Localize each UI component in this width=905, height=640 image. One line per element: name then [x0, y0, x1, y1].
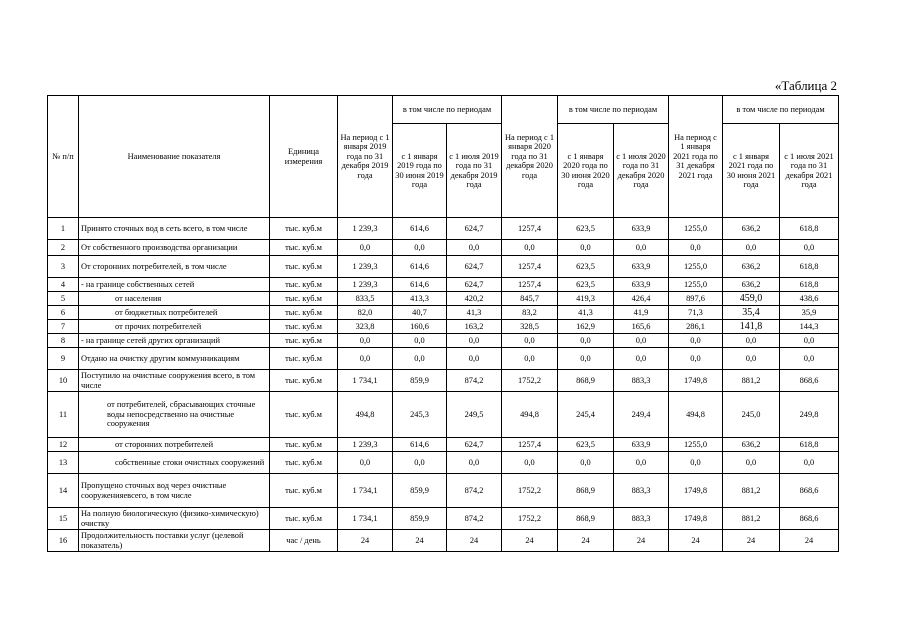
- header-2021-h1: с 1 января 2021 года по 30 июня 2021 года: [723, 124, 780, 218]
- row-value: 0,0: [393, 334, 447, 348]
- row-value: 494,8: [502, 392, 558, 438]
- row-value: 633,9: [614, 256, 669, 278]
- table-row: [48, 530, 839, 552]
- row-value: 1255,0: [669, 218, 723, 240]
- row-value: 633,9: [614, 218, 669, 240]
- row-value: 0,0: [558, 452, 614, 474]
- row-value: 165,6: [614, 320, 669, 334]
- header-2019-h1: с 1 января 2019 года по 30 июня 2019 года: [393, 124, 447, 218]
- row-value: 24: [502, 530, 558, 552]
- row-value: 859,9: [393, 508, 447, 530]
- row-value: 874,2: [447, 508, 502, 530]
- row-value: 328,5: [502, 320, 558, 334]
- table-row: [48, 438, 839, 452]
- row-value: 1752,2: [502, 508, 558, 530]
- row-name: От сторонних потребителей, в том числе: [79, 256, 270, 278]
- row-value: 1257,4: [502, 218, 558, 240]
- row-unit: тыс. куб.м: [270, 256, 338, 278]
- row-value: 0,0: [558, 334, 614, 348]
- row-value: 0,0: [669, 334, 723, 348]
- row-value: 0,0: [669, 452, 723, 474]
- row-value: 35,9: [780, 306, 839, 320]
- header-unit: Единица измерения: [270, 96, 338, 218]
- row-value: 868,9: [558, 508, 614, 530]
- header-2020-total: На период с 1 января 2020 года по 31 декабря 2020 года: [502, 96, 558, 218]
- row-value: 868,9: [558, 370, 614, 392]
- row-value: 82,0: [338, 306, 393, 320]
- row-value: 614,6: [393, 218, 447, 240]
- row-unit: тыс. куб.м: [270, 474, 338, 508]
- row-value: 0,0: [614, 452, 669, 474]
- row-name: Пропущено сточных вод через очистные сооруженияевсего, в том числе: [79, 474, 270, 508]
- row-number: 14: [48, 474, 79, 508]
- row-value: 0,0: [780, 452, 839, 474]
- row-value: 833,5: [338, 292, 393, 306]
- row-value: 413,3: [393, 292, 447, 306]
- row-value: 0,0: [780, 348, 839, 370]
- row-value: 1 239,3: [338, 256, 393, 278]
- row-value: 1257,4: [502, 438, 558, 452]
- row-number: 5: [48, 292, 79, 306]
- row-value: 618,8: [780, 278, 839, 292]
- row-value: 614,6: [393, 256, 447, 278]
- row-name: от прочих потребителей: [79, 320, 270, 334]
- row-value: 623,5: [558, 256, 614, 278]
- row-number: 10: [48, 370, 79, 392]
- row-value: 24: [447, 530, 502, 552]
- header-2020-h1: с 1 января 2020 года по 30 июня 2020 года: [558, 124, 614, 218]
- row-number: 15: [48, 508, 79, 530]
- table-row: [48, 452, 839, 474]
- table-row: [48, 256, 839, 278]
- row-value: 614,6: [393, 438, 447, 452]
- table-row: [48, 392, 839, 438]
- table-row: [48, 334, 839, 348]
- row-value: 874,2: [447, 474, 502, 508]
- table-row: [48, 218, 839, 240]
- row-value: 24: [723, 530, 780, 552]
- table-body: [48, 218, 839, 552]
- row-number: 9: [48, 348, 79, 370]
- header-2021-h2: с 1 июля 2021 года по 31 декабря 2021 года: [780, 124, 839, 218]
- row-value: 624,7: [447, 438, 502, 452]
- row-value: 618,8: [780, 256, 839, 278]
- row-value: 618,8: [780, 438, 839, 452]
- row-unit: тыс. куб.м: [270, 348, 338, 370]
- row-value: 245,3: [393, 392, 447, 438]
- table-row: [48, 278, 839, 292]
- row-number: 3: [48, 256, 79, 278]
- row-unit: тыс. куб.м: [270, 452, 338, 474]
- row-value: 0,0: [614, 334, 669, 348]
- row-value: 859,9: [393, 370, 447, 392]
- row-name: От собственного производства организации: [79, 240, 270, 256]
- table-row: [48, 240, 839, 256]
- header-2021-periods: в том числе по периодам: [723, 96, 839, 124]
- header-2019-h2: с 1 июля 2019 года по 31 декабря 2019 года: [447, 124, 502, 218]
- row-unit: тыс. куб.м: [270, 278, 338, 292]
- row-value: 494,8: [338, 392, 393, 438]
- row-value: 623,5: [558, 278, 614, 292]
- row-unit: тыс. куб.м: [270, 370, 338, 392]
- row-value: 0,0: [558, 240, 614, 256]
- row-value: 0,0: [502, 348, 558, 370]
- row-value: 881,2: [723, 508, 780, 530]
- row-name: На полную биологическую (физико-химическую) очистку: [79, 508, 270, 530]
- row-value: 245,4: [558, 392, 614, 438]
- row-unit: тыс. куб.м: [270, 292, 338, 306]
- row-value: 0,0: [502, 240, 558, 256]
- row-value: 1257,4: [502, 278, 558, 292]
- table-row: [48, 320, 839, 334]
- row-value: 868,9: [558, 474, 614, 508]
- row-value: 494,8: [669, 392, 723, 438]
- row-value: 0,0: [558, 348, 614, 370]
- row-name: от потребителей, сбрасывающих сточные воды непосредственно на очистные сооружения: [79, 392, 270, 438]
- row-number: 11: [48, 392, 79, 438]
- row-value: 24: [338, 530, 393, 552]
- row-value: 868,6: [780, 370, 839, 392]
- header-name: Наименование показателя: [79, 96, 270, 218]
- row-unit: тыс. куб.м: [270, 218, 338, 240]
- row-value: 636,2: [723, 218, 780, 240]
- row-number: 16: [48, 530, 79, 552]
- row-value: 881,2: [723, 474, 780, 508]
- row-value: 0,0: [447, 240, 502, 256]
- row-value: 0,0: [669, 348, 723, 370]
- row-value: 160,6: [393, 320, 447, 334]
- row-value: 40,7: [393, 306, 447, 320]
- row-unit: тыс. куб.м: [270, 334, 338, 348]
- row-value: 249,8: [780, 392, 839, 438]
- row-value: 1749,8: [669, 508, 723, 530]
- row-value: 623,5: [558, 438, 614, 452]
- row-value: 24: [614, 530, 669, 552]
- row-number: 4: [48, 278, 79, 292]
- table-row: [48, 508, 839, 530]
- row-value: 1752,2: [502, 474, 558, 508]
- row-value: 618,8: [780, 218, 839, 240]
- row-value: 883,3: [614, 508, 669, 530]
- row-value: 1749,8: [669, 370, 723, 392]
- row-unit: тыс. куб.м: [270, 508, 338, 530]
- row-unit: тыс. куб.м: [270, 438, 338, 452]
- row-value: 162,9: [558, 320, 614, 334]
- row-value: 0,0: [338, 452, 393, 474]
- row-number: 7: [48, 320, 79, 334]
- row-value: 0,0: [447, 334, 502, 348]
- row-value: 286,1: [669, 320, 723, 334]
- row-value: 0,0: [780, 240, 839, 256]
- table-row: [48, 474, 839, 508]
- row-value: 1257,4: [502, 256, 558, 278]
- row-value: 868,6: [780, 474, 839, 508]
- header-2021-total: На период с 1 января 2021 года по 31 декабря 2021 года: [669, 96, 723, 218]
- row-value: 459,0: [723, 292, 780, 306]
- row-value: 0,0: [502, 452, 558, 474]
- row-value: 420,2: [447, 292, 502, 306]
- table-row: [48, 348, 839, 370]
- row-value: 0,0: [502, 334, 558, 348]
- row-value: 163,2: [447, 320, 502, 334]
- row-value: 624,7: [447, 256, 502, 278]
- row-value: 24: [669, 530, 723, 552]
- row-value: 0,0: [447, 452, 502, 474]
- row-unit: тыс. куб.м: [270, 240, 338, 256]
- row-value: 636,2: [723, 256, 780, 278]
- row-name: Принято сточных вод в сеть всего, в том числе: [79, 218, 270, 240]
- row-value: 0,0: [723, 348, 780, 370]
- row-number: 12: [48, 438, 79, 452]
- row-value: 633,9: [614, 438, 669, 452]
- row-value: 141,8: [723, 320, 780, 334]
- row-unit: тыс. куб.м: [270, 306, 338, 320]
- header-2019-periods: в том числе по периодам: [393, 96, 502, 124]
- row-value: 24: [780, 530, 839, 552]
- row-value: 624,7: [447, 218, 502, 240]
- table-row: [48, 292, 839, 306]
- row-value: 0,0: [447, 348, 502, 370]
- row-name: - на границе собственных сетей: [79, 278, 270, 292]
- row-name: собственные стоки очистных сооружений: [79, 452, 270, 474]
- row-number: 13: [48, 452, 79, 474]
- row-value: 0,0: [614, 348, 669, 370]
- row-name: от бюджетных потребителей: [79, 306, 270, 320]
- row-value: 1 239,3: [338, 438, 393, 452]
- row-value: 249,4: [614, 392, 669, 438]
- row-number: 6: [48, 306, 79, 320]
- row-value: 1 734,1: [338, 508, 393, 530]
- row-value: 868,6: [780, 508, 839, 530]
- row-value: 323,8: [338, 320, 393, 334]
- row-value: 1749,8: [669, 474, 723, 508]
- row-value: 438,6: [780, 292, 839, 306]
- row-value: 41,3: [558, 306, 614, 320]
- row-value: 71,3: [669, 306, 723, 320]
- row-name: от населения: [79, 292, 270, 306]
- row-value: 1 734,1: [338, 370, 393, 392]
- row-value: 1 239,3: [338, 278, 393, 292]
- row-name: Поступило на очистные сооружения всего, в том числе: [79, 370, 270, 392]
- header-2020-h2: с 1 июля 2020 года по 31 декабря 2020 года: [614, 124, 669, 218]
- row-value: 624,7: [447, 278, 502, 292]
- row-name: от сторонних потребителей: [79, 438, 270, 452]
- row-value: 883,3: [614, 370, 669, 392]
- row-value: 0,0: [338, 240, 393, 256]
- row-value: 636,2: [723, 278, 780, 292]
- row-unit: час / день: [270, 530, 338, 552]
- row-value: 1255,0: [669, 256, 723, 278]
- row-value: 0,0: [723, 240, 780, 256]
- row-value: 83,2: [502, 306, 558, 320]
- row-name: - на границе сетей других организаций: [79, 334, 270, 348]
- row-value: 897,6: [669, 292, 723, 306]
- row-number: 1: [48, 218, 79, 240]
- row-value: 1752,2: [502, 370, 558, 392]
- row-value: 623,5: [558, 218, 614, 240]
- row-value: 245,0: [723, 392, 780, 438]
- row-value: 0,0: [338, 348, 393, 370]
- row-name: Продолжительность поставки услуг (целевой показатель): [79, 530, 270, 552]
- row-value: 0,0: [393, 240, 447, 256]
- row-unit: тыс. куб.м: [270, 392, 338, 438]
- row-value: 35,4: [723, 306, 780, 320]
- row-value: 24: [393, 530, 447, 552]
- row-value: 0,0: [393, 452, 447, 474]
- row-value: 859,9: [393, 474, 447, 508]
- row-value: 614,6: [393, 278, 447, 292]
- row-value: 41,3: [447, 306, 502, 320]
- row-value: 0,0: [780, 334, 839, 348]
- row-value: 24: [558, 530, 614, 552]
- row-value: 1 239,3: [338, 218, 393, 240]
- table-row: [48, 306, 839, 320]
- row-value: 0,0: [614, 240, 669, 256]
- row-value: 881,2: [723, 370, 780, 392]
- row-value: 144,3: [780, 320, 839, 334]
- row-value: 419,3: [558, 292, 614, 306]
- row-value: 0,0: [393, 348, 447, 370]
- row-value: 249,5: [447, 392, 502, 438]
- row-unit: тыс. куб.м: [270, 320, 338, 334]
- header-2020-periods: в том числе по периодам: [558, 96, 669, 124]
- table-row: [48, 370, 839, 392]
- row-value: 883,3: [614, 474, 669, 508]
- row-value: 426,4: [614, 292, 669, 306]
- row-value: 1 734,1: [338, 474, 393, 508]
- row-value: 633,9: [614, 278, 669, 292]
- row-value: 0,0: [338, 334, 393, 348]
- row-value: 0,0: [723, 452, 780, 474]
- table-caption: «Таблица 2: [774, 78, 837, 93]
- header-2019-total: На период с 1 января 2019 года по 31 декабря 2019 года: [338, 96, 393, 218]
- row-value: 0,0: [669, 240, 723, 256]
- row-name: Отдано на очистку другим коммунникациям: [79, 348, 270, 370]
- row-value: 1255,0: [669, 438, 723, 452]
- row-value: 636,2: [723, 438, 780, 452]
- row-number: 8: [48, 334, 79, 348]
- header-num: № п/п: [48, 96, 79, 218]
- row-value: 845,7: [502, 292, 558, 306]
- row-value: 41,9: [614, 306, 669, 320]
- row-value: 874,2: [447, 370, 502, 392]
- row-number: 2: [48, 240, 79, 256]
- data-table: [47, 95, 839, 552]
- row-value: 1255,0: [669, 278, 723, 292]
- row-value: 0,0: [723, 334, 780, 348]
